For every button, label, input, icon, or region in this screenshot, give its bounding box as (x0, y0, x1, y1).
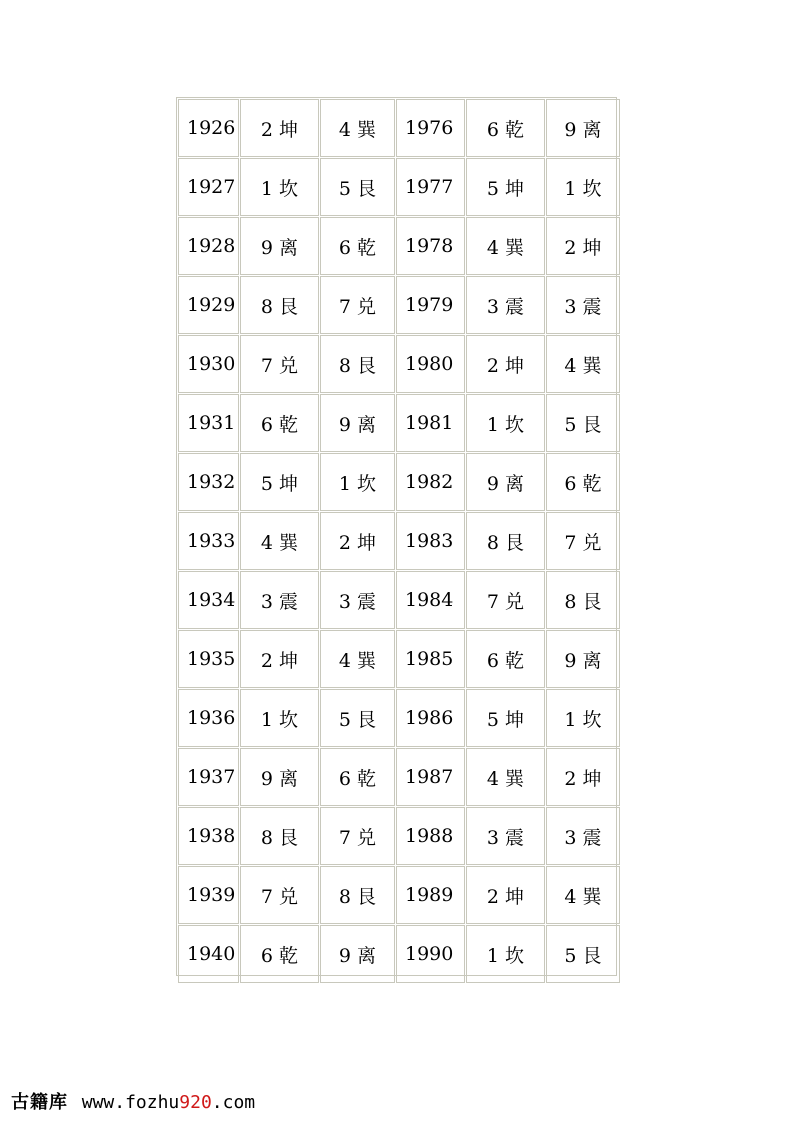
star-trigram-cell: 3 震 (546, 276, 620, 334)
star-trigram-cell: 1 坎 (240, 689, 319, 747)
year-cell: 1926 (178, 99, 239, 157)
year-cell: 1939 (178, 866, 239, 924)
star-trigram-cell: 1 坎 (240, 158, 319, 216)
star-trigram-cell: 8 艮 (466, 512, 545, 570)
star-trigram-cell: 3 震 (466, 807, 545, 865)
star-trigram-cell: 6 乾 (320, 748, 395, 806)
star-trigram-cell: 9 离 (240, 748, 319, 806)
footer-url-prefix: www.fozhu (81, 1092, 180, 1113)
table-row (178, 453, 620, 511)
year-cell: 1936 (178, 689, 239, 747)
star-trigram-cell: 3 震 (240, 571, 319, 629)
year-cell: 1977 (396, 158, 465, 216)
year-cell: 1929 (178, 276, 239, 334)
star-trigram-cell: 5 坤 (240, 453, 319, 511)
table-row (178, 925, 620, 983)
table-row (178, 276, 620, 334)
star-trigram-cell: 4 巽 (546, 335, 620, 393)
star-trigram-cell: 8 艮 (320, 866, 395, 924)
footer-watermark (11, 1088, 255, 1114)
star-trigram-cell: 5 坤 (466, 158, 545, 216)
star-trigram-cell: 5 艮 (320, 689, 395, 747)
table-row (178, 512, 620, 570)
table-row (178, 689, 620, 747)
star-trigram-cell: 6 乾 (240, 925, 319, 983)
star-trigram-cell: 3 震 (546, 807, 620, 865)
year-table (177, 98, 621, 984)
table-row (178, 571, 620, 629)
year-cell: 1927 (178, 158, 239, 216)
star-trigram-cell: 7 兑 (320, 276, 395, 334)
year-cell: 1987 (396, 748, 465, 806)
star-trigram-cell: 3 震 (466, 276, 545, 334)
year-cell: 1978 (396, 217, 465, 275)
table-row (178, 807, 620, 865)
year-table-body (178, 99, 620, 983)
star-trigram-cell: 1 坎 (546, 158, 620, 216)
footer-url (82, 1092, 255, 1113)
star-trigram-cell: 8 艮 (240, 807, 319, 865)
star-trigram-cell: 4 巽 (320, 99, 395, 157)
year-cell: 1928 (178, 217, 239, 275)
year-cell: 1934 (178, 571, 239, 629)
star-trigram-cell: 7 兑 (546, 512, 620, 570)
year-cell: 1931 (178, 394, 239, 452)
table-row (178, 217, 620, 275)
year-cell: 1976 (396, 99, 465, 157)
star-trigram-cell: 4 巽 (466, 748, 545, 806)
star-trigram-cell: 9 离 (320, 925, 395, 983)
star-trigram-cell: 7 兑 (240, 866, 319, 924)
star-trigram-cell: 4 巽 (546, 866, 620, 924)
footer-url-number: 920 (179, 1092, 212, 1113)
star-trigram-cell: 9 离 (320, 394, 395, 452)
year-cell: 1979 (396, 276, 465, 334)
star-trigram-cell: 5 艮 (546, 925, 620, 983)
year-cell: 1932 (178, 453, 239, 511)
star-trigram-cell: 8 艮 (546, 571, 620, 629)
star-trigram-cell: 9 离 (546, 99, 620, 157)
star-trigram-cell: 5 艮 (320, 158, 395, 216)
star-trigram-cell: 2 坤 (240, 630, 319, 688)
star-trigram-cell: 2 坤 (466, 335, 545, 393)
year-cell: 1935 (178, 630, 239, 688)
star-trigram-cell: 4 巽 (240, 512, 319, 570)
star-trigram-cell: 2 坤 (240, 99, 319, 157)
star-trigram-cell: 6 乾 (240, 394, 319, 452)
year-cell: 1988 (396, 807, 465, 865)
star-trigram-cell: 7 兑 (320, 807, 395, 865)
star-trigram-cell: 9 离 (546, 630, 620, 688)
year-cell: 1984 (396, 571, 465, 629)
star-trigram-cell: 6 乾 (320, 217, 395, 275)
star-trigram-cell: 2 坤 (466, 866, 545, 924)
year-cell: 1933 (178, 512, 239, 570)
year-cell: 1981 (396, 394, 465, 452)
star-trigram-cell: 5 坤 (466, 689, 545, 747)
star-trigram-cell: 1 坎 (546, 689, 620, 747)
star-trigram-cell: 1 坎 (466, 925, 545, 983)
year-table-container (176, 97, 617, 976)
footer-url-suffix: .com (211, 1092, 256, 1113)
star-trigram-cell: 1 坎 (320, 453, 395, 511)
year-cell: 1985 (396, 630, 465, 688)
table-row (178, 866, 620, 924)
year-cell: 1990 (396, 925, 465, 983)
year-cell: 1940 (178, 925, 239, 983)
year-cell: 1980 (396, 335, 465, 393)
table-row (178, 99, 620, 157)
table-row (178, 748, 620, 806)
star-trigram-cell: 8 艮 (320, 335, 395, 393)
star-trigram-cell: 4 巽 (466, 217, 545, 275)
year-cell: 1982 (396, 453, 465, 511)
star-trigram-cell: 6 乾 (466, 99, 545, 157)
year-cell: 1930 (178, 335, 239, 393)
star-trigram-cell: 5 艮 (546, 394, 620, 452)
table-row (178, 630, 620, 688)
year-cell: 1937 (178, 748, 239, 806)
star-trigram-cell: 2 坤 (320, 512, 395, 570)
year-cell: 1938 (178, 807, 239, 865)
star-trigram-cell: 7 兑 (466, 571, 545, 629)
table-row (178, 335, 620, 393)
year-cell: 1986 (396, 689, 465, 747)
year-cell: 1989 (396, 866, 465, 924)
star-trigram-cell: 6 乾 (546, 453, 620, 511)
star-trigram-cell: 3 震 (320, 571, 395, 629)
star-trigram-cell: 9 离 (466, 453, 545, 511)
star-trigram-cell: 2 坤 (546, 748, 620, 806)
star-trigram-cell: 2 坤 (546, 217, 620, 275)
star-trigram-cell: 8 艮 (240, 276, 319, 334)
star-trigram-cell: 9 离 (240, 217, 319, 275)
year-cell: 1983 (396, 512, 465, 570)
table-row (178, 394, 620, 452)
table-row (178, 158, 620, 216)
footer-brand: 古籍库 (11, 1092, 68, 1113)
star-trigram-cell: 7 兑 (240, 335, 319, 393)
star-trigram-cell: 6 乾 (466, 630, 545, 688)
star-trigram-cell: 4 巽 (320, 630, 395, 688)
star-trigram-cell: 1 坎 (466, 394, 545, 452)
